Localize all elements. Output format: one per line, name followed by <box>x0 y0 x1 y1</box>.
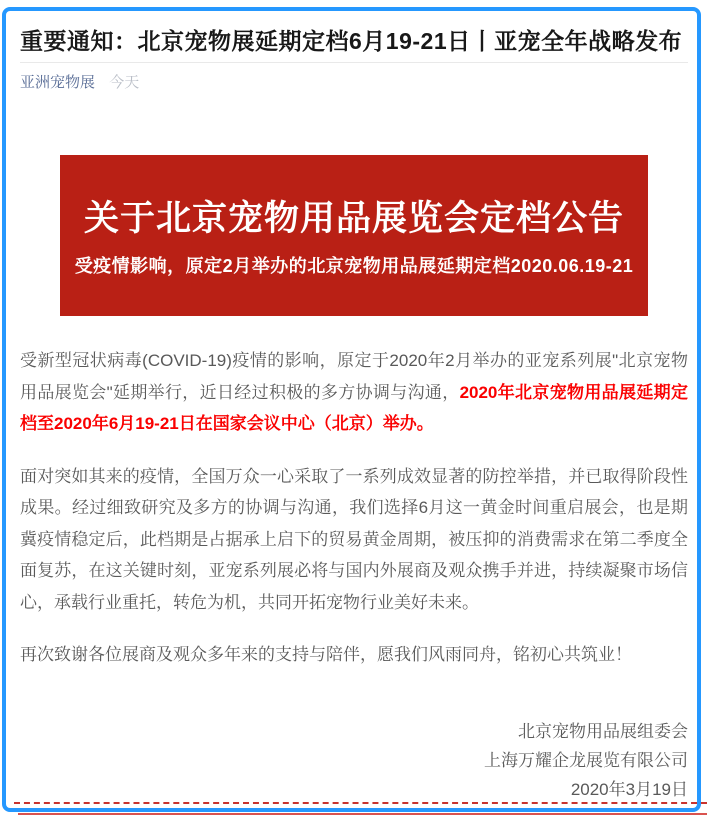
paragraph-1-highlight-text: 2020年北京宠物用品展延期定档至2020年6月19-21日在国家会议中心（北京）举办。 <box>20 382 688 433</box>
paragraph-2: 面对突如其来的疫情，全国万众一心采取了一系列成效显著的防控举措，并已取得阶段性成果。经过细致研究及多方的协调与沟通，我们选择6月这一黄金时间重启展会，也是期冀疫情稳定后，此档期是占据承上启下的贸易黄金周期，被压抑的消费需求在第二季度全面复苏，在这关键时刻，亚宠系列展必将与国内外展商及观众携手并进，持续凝聚市场信心，承载行业重托，转危为机，共同开拓宠物行业美好未来。 <box>20 466 688 612</box>
signature-organizer: 北京宠物用品展组委会 <box>518 721 688 741</box>
publish-time: 今天 <box>109 74 140 91</box>
article-meta <box>20 74 688 92</box>
article-title: 重要通知：北京宠物展延期定档6月19-21日丨亚宠全年战略发布 <box>20 28 683 54</box>
red-dashed-divider <box>14 802 707 804</box>
signature-block <box>20 717 688 804</box>
paragraph-1 <box>20 345 688 440</box>
signature-date: 2020年3月19日 <box>570 779 688 799</box>
title-divider <box>20 62 688 63</box>
paragraph-3: 再次致谢各位展商及观众多年来的支持与陪伴，愿我们风雨同舟，铭初心共筑业！ <box>20 645 632 664</box>
announcement-banner <box>60 155 648 316</box>
banner-subheading: 受疫情影响，原定2月举办的北京宠物用品展延期定档2020.06.19-21 <box>74 256 634 276</box>
paragraph-1-normal-text: 受新型冠状病毒(COVID-19)疫情的影响，原定于2020年2月举办的亚宠系列展"北京宠物用品展览会"延期举行，近日经过积极的多方协调与沟通， <box>20 351 688 402</box>
bottom-red-line <box>18 813 707 815</box>
banner-heading: 关于北京宠物用品展览会定档公告 <box>83 199 624 238</box>
account-name-link[interactable]: 亚洲宠物展 <box>20 74 96 91</box>
signature-company: 上海万耀企龙展览有限公司 <box>484 750 688 770</box>
